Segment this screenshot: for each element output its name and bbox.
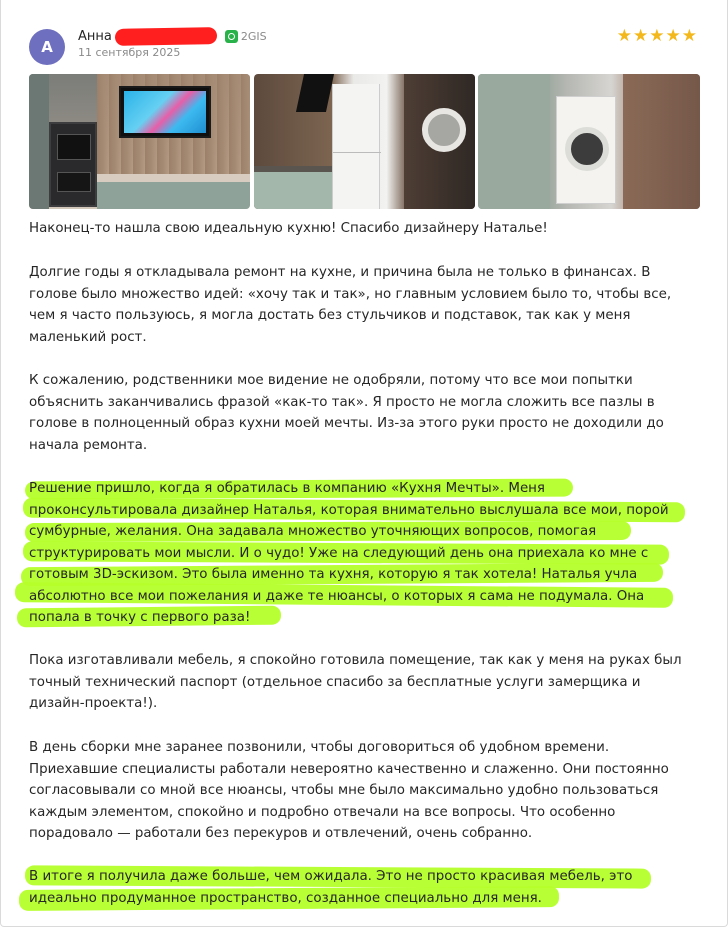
washing-machine-photo[interactable] [478,74,700,209]
source-label: 2GIS [240,29,267,43]
tv-icon [119,86,211,138]
kitchen-tv-photo[interactable] [29,74,250,209]
avatar[interactable]: А [29,29,65,65]
review-paragraph-highlighted: В итоге я получила даже больше, чем ожидала. Это не просто красивая мебель, это идеально продуманное пространство, созданное специально для меня. [29,869,633,906]
star-icon: ★ [649,26,665,46]
star-icon: ★ [681,26,697,46]
2gis-icon [225,30,238,43]
review-paragraph: Наконец-то нашла свою идеальную кухню! Спасибо дизайнеру Наталье! [29,221,548,236]
rating-stars [617,27,697,45]
star-icon: ★ [633,26,649,46]
fridge-icon [332,84,380,209]
author-name[interactable]: Анна [78,28,112,44]
source-badge [225,30,267,43]
kitchen-fridge-photo[interactable] [254,74,475,209]
review-paragraph-highlighted: Решение пришло, когда я обратилась в компанию «Кухня Мечты». Меня проконсультировала дизайнер Наталья, которая внимательно выслушала все мои, порой сумбурные, желания. Она задавала множество уточняющих вопросов, помогая структурировать мои мысли. И о чудо! Уже на следующий день она приехала ко мне с готовым 3D-эскизом. Это была именно та кухня, которую я так хотела! Наталья учла абсолютно все мои пожелания и даже те нюансы, о которых я сама не подумала. Она попала в точку с первого раза! [29,481,669,625]
star-icon: ★ [665,26,681,46]
review-date: 11 сентября 2025 [78,46,181,59]
review-paragraph: К сожалению, родственники мое видение не одобряли, потому что все мои попытки объяснить заканчивались фразой «как-то так». Я просто не могла сложить все пазлы в голове в полноценный образ кухни моей мечты. Из-за этого руки просто не доходили до начала ремонта. [29,373,664,453]
star-icon: ★ [616,26,632,46]
review-paragraph: В день сборки мне заранее позвонили, чтобы договориться об удобном времени. Приехавшие специалисты работали невероятно качественно и слаженно. Они постоянно согласовывали со мной все нюансы, чтобы мне было максимально удобно пользоваться каждым элементом, спокойно и подробно отвечали на все вопросы. Что особенно порадовало — работали без перекуров и отвлечений, очень собранно. [29,740,669,841]
author-row [78,27,267,45]
review-header [29,27,697,65]
review-paragraph: Пока изготавливали мебель, я спокойно готовила помещение, так как у меня на руках был точный технический паспорт (отдельное спасибо за бесплатные услуги замерщика и дизайн-проекта!). [29,653,682,711]
redaction-mark [115,27,217,46]
washer-icon [556,96,616,204]
review-paragraph: Долгие годы я откладывала ремонт на кухне, и причина была не только в финансах. В голове было множество идей: «хочу так и так», но главным условием было то, чтобы все, чем я часто пользуюсь, я могла достать без стульчиков и подставок, так как у меня маленький рост. [29,265,672,345]
